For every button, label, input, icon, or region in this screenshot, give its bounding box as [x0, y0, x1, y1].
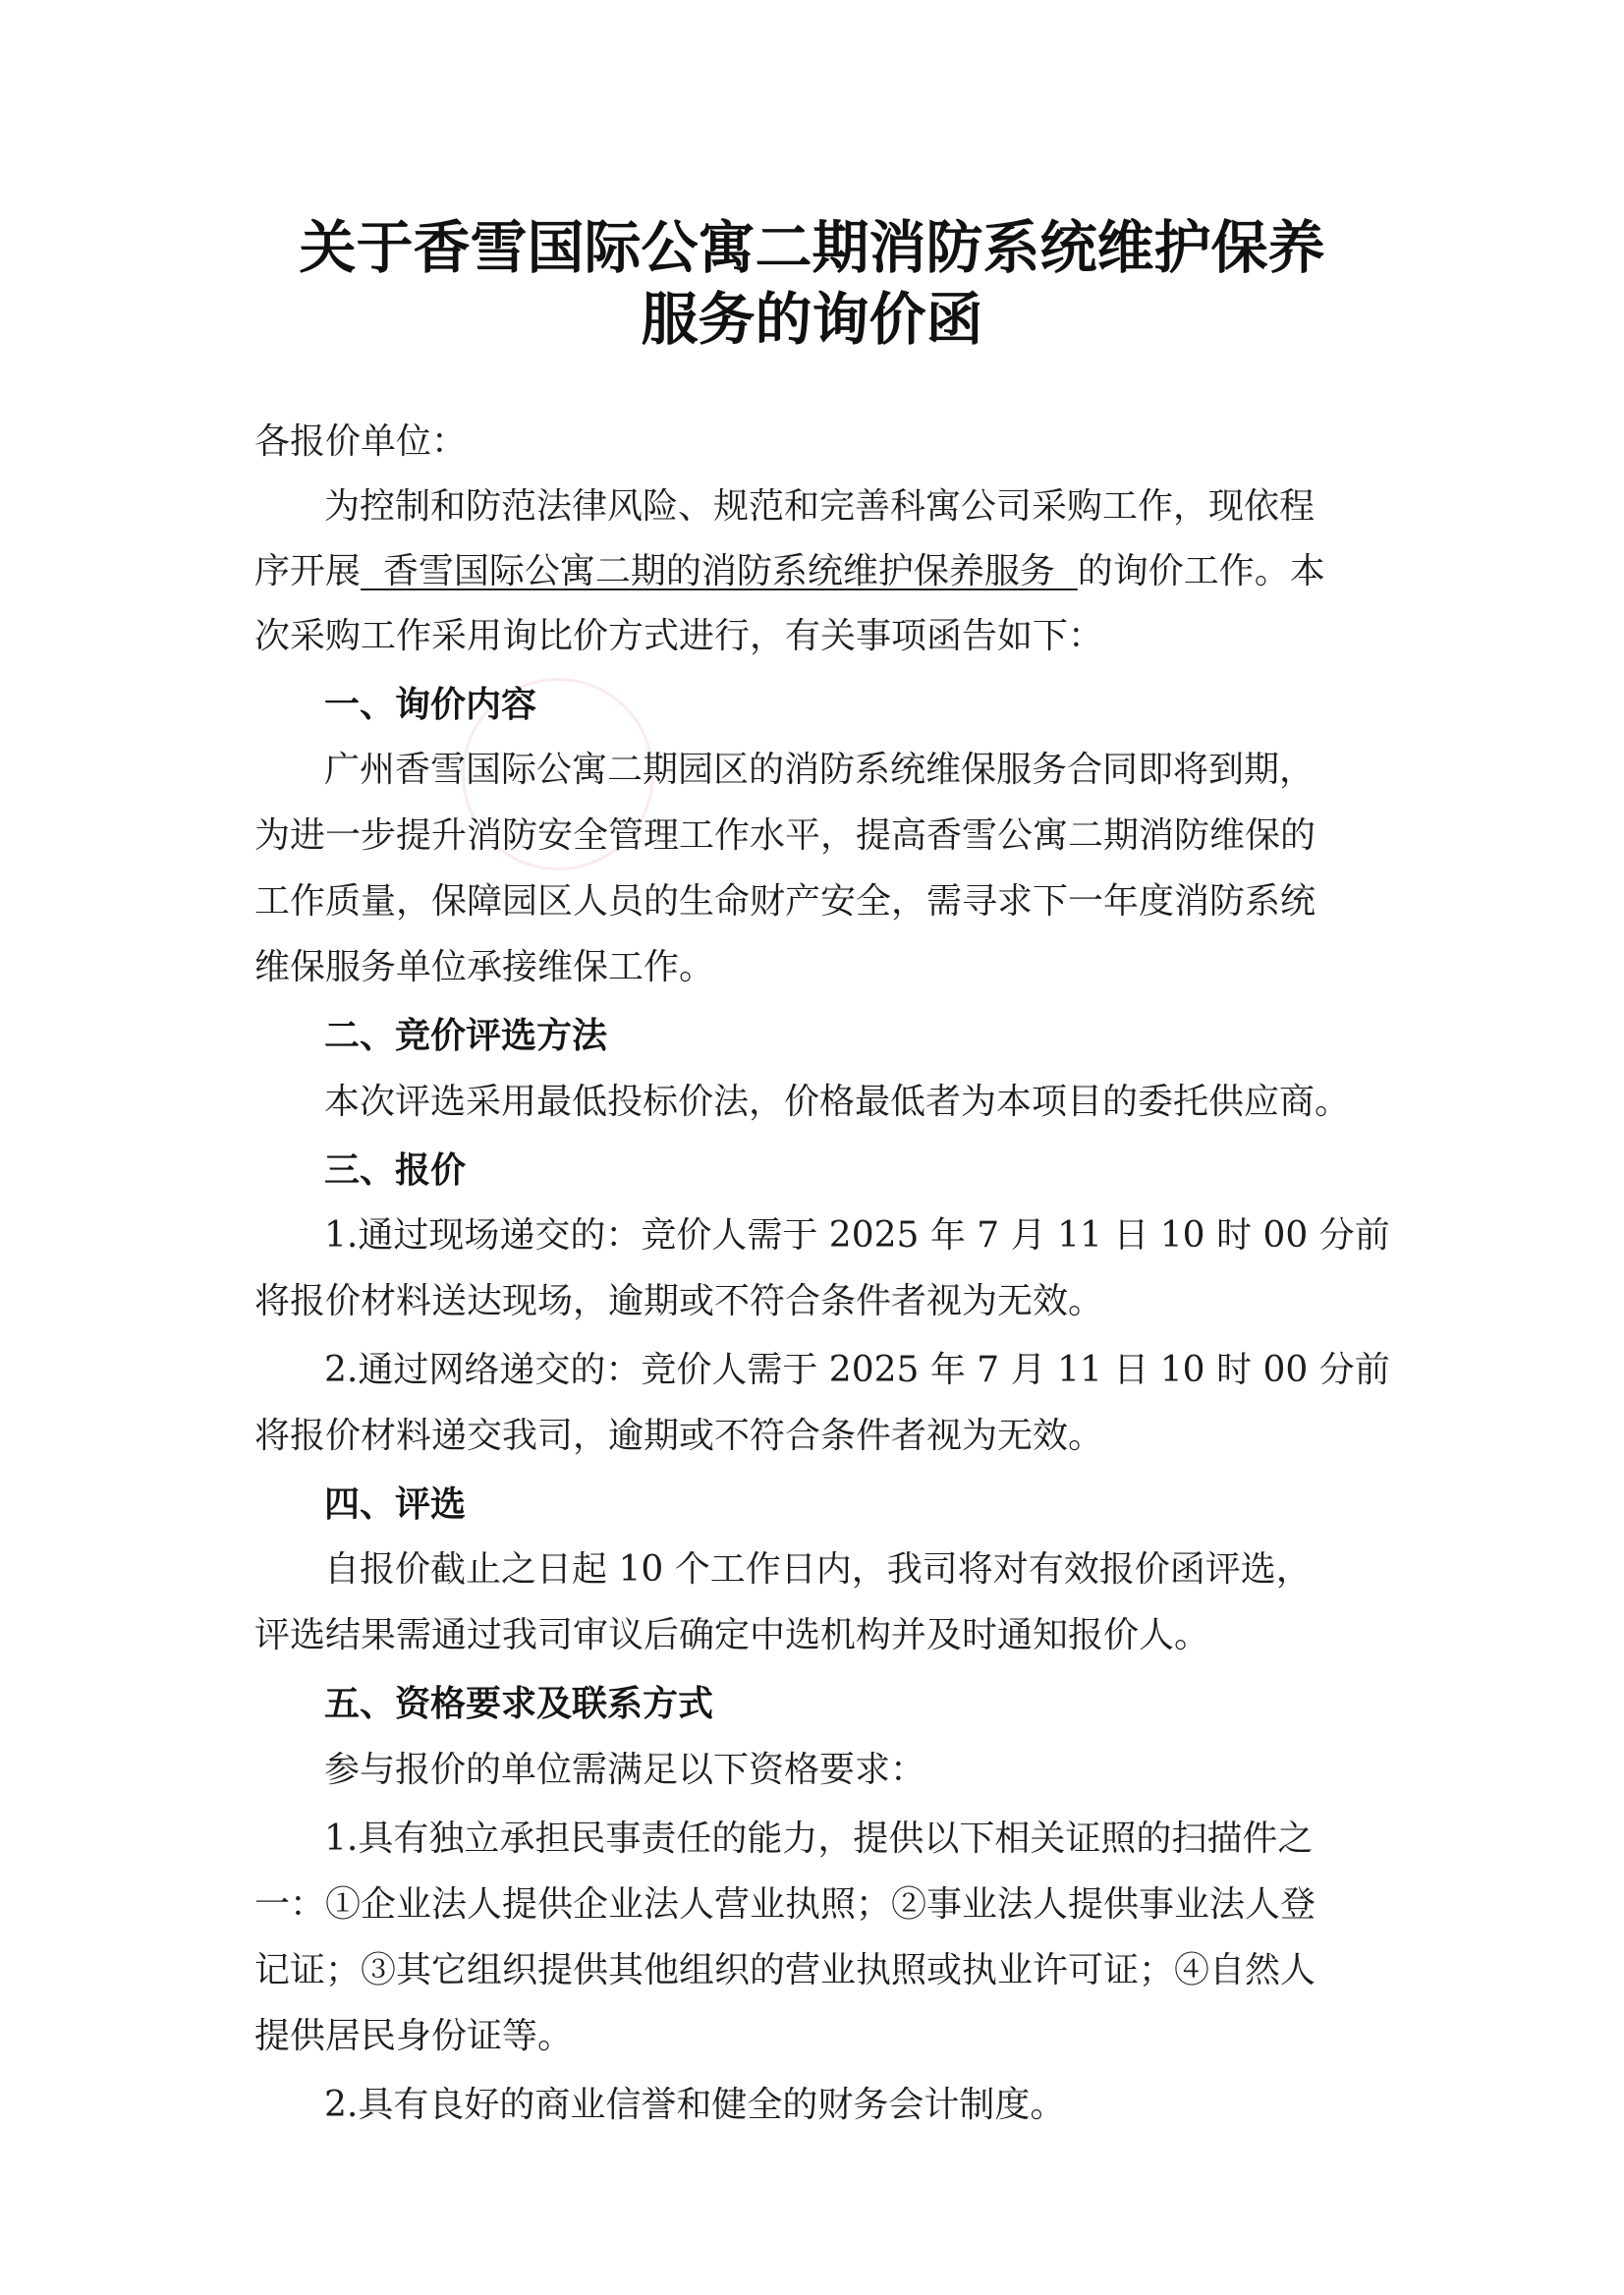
title-line-1: 关于香雪国际公寓二期消防系统维护保养: [299, 214, 1325, 281]
section-1-heading: 一、询价内容: [324, 685, 537, 725]
section-1-line-2: 为进一步提升消防安全管理工作水平，提高香雪公寓二期消防维保的: [254, 815, 1316, 856]
title-line-2: 服务的询价函: [641, 286, 983, 353]
section-2-line-1: 本次评选采用最低投标价法，价格最低者为本项目的委托供应商。: [324, 1082, 1351, 1122]
intro-line-1: 为控制和防范法律风险、规范和完善科寓公司采购工作，现依程: [324, 486, 1316, 527]
section-3-item-2-line-2: 将报价材料递交我司，逾期或不符合条件者视为无效。: [254, 1416, 1104, 1456]
section-1-line-3: 工作质量，保障园区人员的生命财产安全，需寻求下一年度消防系统: [254, 881, 1316, 922]
section-5-heading: 五、资格要求及联系方式: [324, 1684, 714, 1724]
section-3-item-1-line-2: 将报价材料送达现场，逾期或不符合条件者视为无效。: [254, 1281, 1104, 1321]
section-3-heading: 三、报价: [324, 1150, 467, 1191]
intro-line-2-a: 序开展: [254, 551, 362, 591]
section-1-line-4: 维保服务单位承接维保工作。: [254, 947, 715, 987]
section-4-heading: 四、评选: [324, 1484, 467, 1525]
section-4-line-2: 评选结果需通过我司审议后确定中选机构并及时通知报价人。: [254, 1615, 1210, 1655]
intro-line-2-b: 的询价工作。本: [1077, 551, 1325, 591]
section-5-item-1-line-2: 一：①企业法人提供企业法人营业执照；②事业法人提供事业法人登: [254, 1884, 1316, 1925]
section-3-item-2-line-1: 2.通过网络递交的：竞价人需于 2025 年 7 月 11 日 10 时 00 分前: [324, 1350, 1390, 1390]
section-3-item-1-line-1: 1.通过现场递交的：竞价人需于 2025 年 7 月 11 日 10 时 00 分前: [324, 1215, 1390, 1256]
section-5-intro: 参与报价的单位需满足以下资格要求：: [324, 1750, 926, 1790]
section-5-item-1-line-4: 提供居民身份证等。: [254, 2016, 574, 2056]
section-4-line-1: 自报价截止之日起 10 个工作日内，我司将对有效报价函评选，: [324, 1549, 1312, 1590]
intro-line-2: [254, 550, 1325, 593]
salutation: 各报价单位：: [254, 421, 468, 462]
intro-line-3: 次采购工作采用询比价方式进行，有关事项函告如下：: [254, 616, 1104, 656]
section-2-heading: 二、竞价评选方法: [324, 1016, 608, 1056]
project-name: 香雪国际公寓二期的消防系统维护保养服务: [361, 551, 1078, 591]
section-5-item-1-line-1: 1.具有独立承担民事责任的能力，提供以下相关证照的扫描件之: [324, 1819, 1314, 1859]
section-5-item-1-line-3: 记证；③其它组织提供其他组织的营业执照或执业许可证；④自然人: [254, 1950, 1316, 1990]
section-1-line-1: 广州香雪国际公寓二期园区的消防系统维保服务合同即将到期，: [324, 750, 1316, 790]
section-5-item-2: 2.具有良好的商业信誉和健全的财务会计制度。: [324, 2085, 1066, 2125]
